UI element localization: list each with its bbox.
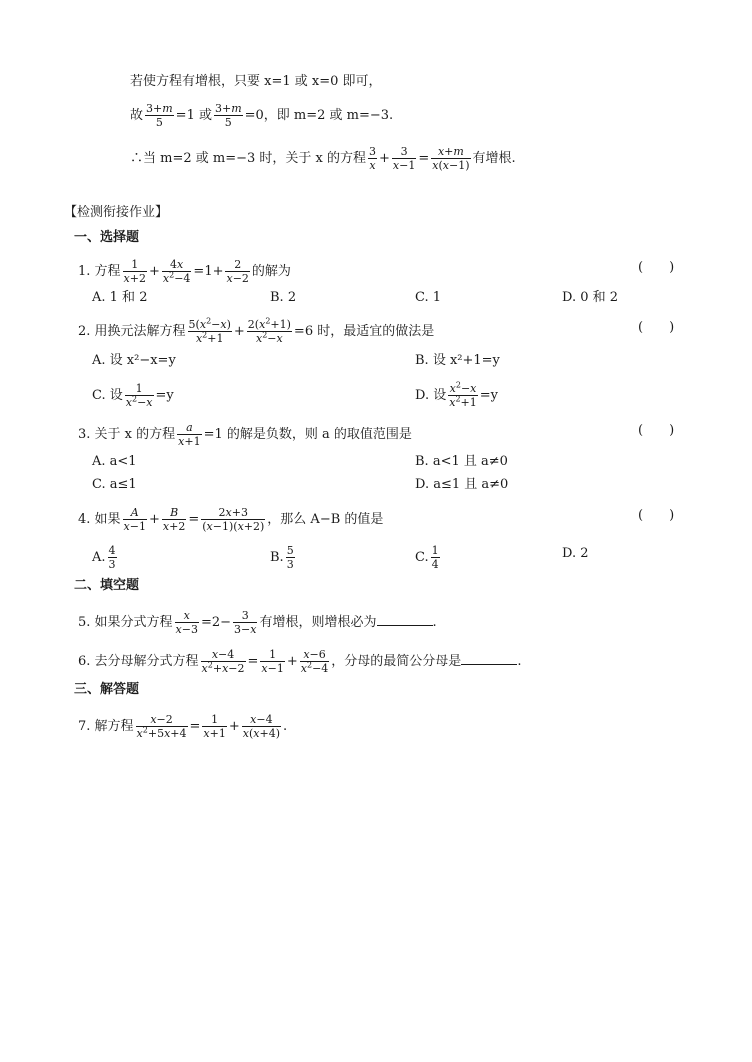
- answer-parentheses: ( ): [638, 508, 675, 523]
- option-d: D. 设 $\frac{x^2-x}{x^2+1}$ =y: [415, 380, 499, 409]
- fraction: $\frac{1}{x+1}$: [203, 713, 226, 740]
- fraction: $\frac{2x+3}{(x-1)(x+2)}$: [202, 506, 265, 533]
- question-2: 2. 用换元法解方程 $\frac{5(x^2-x)}{x^2+1}$ + $\frac{2(x^2+1)}{x^2-x}$ =6 时，最适宜的做法是: [78, 316, 435, 345]
- fraction: $\frac{1}{x^2-x}$: [125, 382, 153, 409]
- answer-parentheses: ( ): [638, 260, 675, 275]
- fraction: $\frac{4}{3}$: [108, 544, 116, 571]
- option-a: A. 1 和 2: [92, 290, 148, 305]
- question-1: 1. 方程 $\frac{1}{x+2}$ + $\frac{4x}{x^2-4}$ =1+ $\frac{2}{x-2}$ 的解为: [78, 258, 291, 285]
- option-d: D. a≤1 且 a≠0: [415, 477, 509, 492]
- option-c: C. a≤1: [92, 477, 137, 492]
- fraction: $\frac{B}{x+2}$: [162, 506, 186, 533]
- fraction: $\frac{1}{x-1}$: [261, 648, 284, 675]
- fraction: $\frac{3+m}{5}$: [214, 102, 242, 129]
- fraction: $\frac{2(x^2+1)}{x^2-x}$: [247, 316, 291, 345]
- option-c: C. 设 $\frac{1}{x^2-x}$ =y: [92, 382, 174, 409]
- fraction: $\frac{2}{x-2}$: [226, 258, 249, 285]
- answer-blank[interactable]: [461, 652, 517, 665]
- section-title: 【检测衔接作业】: [64, 205, 169, 220]
- fraction: $\frac{A}{x-1}$: [123, 506, 146, 533]
- fraction: $\frac{3}{x}$: [369, 145, 376, 172]
- question-3: 3. 关于 x 的方程 $\frac{a}{x+1}$ =1 的解是负数，则 a 的取值范围是: [78, 421, 412, 448]
- question-7: 7. 解方程 $\frac{x-2}{x^2+5x+4}$ = $\frac{1}{x+1}$ + $\frac{x-4}{x(x+4)}$ .: [78, 713, 288, 740]
- fraction: $\frac{x}{x-3}$: [175, 609, 198, 636]
- solution-line-3: ∴当 m=2 或 m=−3 时，关于 x 的方程 $\frac{3}{x}$ + $\frac{3}{x-1}$ = $\frac{x+m}{x(x-1)}$ 有增根.: [130, 145, 516, 172]
- option-c: C. 1: [415, 290, 442, 305]
- option-a: A. $\frac{4}{3}$: [92, 544, 116, 571]
- fraction: $\frac{x-4}{x(x+4)}$: [242, 713, 281, 740]
- fraction: $\frac{3}{3-x}$: [234, 609, 257, 636]
- option-a: A. 设 x²−x=y: [92, 353, 176, 368]
- question-5: 5. 如果分式方程 $\frac{x}{x-3}$ =2− $\frac{3}{3-x}$ 有增根，则增根必为 .: [78, 609, 437, 636]
- question-6: 6. 去分母解分式方程 $\frac{x-4}{x^2+x-2}$ = $\frac{1}{x-1}$ + $\frac{x-6}{x^2-4}$ ，分母的最简公分母是 .: [78, 648, 522, 675]
- fraction: $\frac{4x}{x^2-4}$: [162, 258, 191, 285]
- option-c: C. $\frac{1}{4}$: [415, 544, 439, 571]
- answer-blank[interactable]: [377, 613, 433, 626]
- fraction: $\frac{x^2-x}{x^2+1}$: [449, 380, 477, 409]
- part-heading-solve: 三、解答题: [74, 682, 140, 697]
- option-d: D. 0 和 2: [562, 290, 619, 305]
- part-heading-fill: 二、填空题: [74, 578, 140, 593]
- answer-parentheses: ( ): [638, 320, 675, 335]
- fraction: $\frac{x-4}{x^2+x-2}$: [201, 648, 245, 675]
- solution-line-2: 故 $\frac{3+m}{5}$ =1 或 $\frac{3+m}{5}$ =0，即 m=2 或 m=−3.: [130, 102, 394, 129]
- fraction: $\frac{3+m}{5}$: [146, 102, 173, 129]
- option-b: B. 设 x²+1=y: [415, 353, 500, 368]
- fraction: $\frac{3}{x-1}$: [392, 145, 416, 172]
- fraction: $\frac{x-6}{x^2-4}$: [300, 648, 329, 675]
- option-a: A. a<1: [92, 454, 137, 469]
- fraction: $\frac{1}{4}$: [431, 544, 439, 571]
- answer-parentheses: ( ): [638, 423, 675, 438]
- solution-line-1: 若使方程有增根，只要 x=1 或 x=0 即可，: [130, 74, 382, 89]
- part-heading-choice: 一、选择题: [74, 230, 140, 245]
- fraction: $\frac{5}{3}$: [286, 544, 294, 571]
- fraction: $\frac{5(x^2-x)}{x^2+1}$: [188, 316, 231, 345]
- fraction: $\frac{a}{x+1}$: [178, 421, 201, 448]
- fraction: $\frac{x-2}{x^2+5x+4}$: [136, 713, 187, 740]
- option-b: B. 2: [270, 290, 297, 305]
- option-b: B. $\frac{5}{3}$: [270, 544, 294, 571]
- fraction: $\frac{x+m}{x(x-1)}$: [432, 145, 470, 172]
- fraction: $\frac{1}{x+2}$: [123, 258, 146, 285]
- question-4: 4. 如果 $\frac{A}{x-1}$ + $\frac{B}{x+2}$ = $\frac{2x+3}{(x-1)(x+2)}$ ，那么 A−B 的值是: [78, 506, 384, 533]
- option-b: B. a<1 且 a≠0: [415, 454, 508, 469]
- option-d: D. 2: [562, 546, 589, 561]
